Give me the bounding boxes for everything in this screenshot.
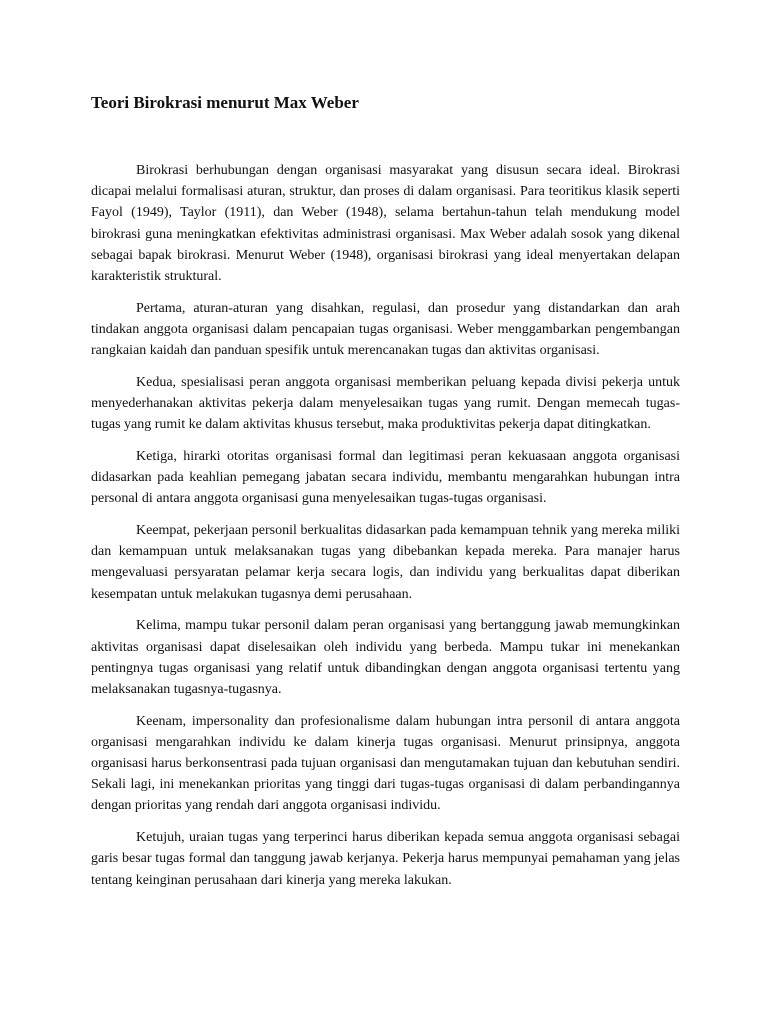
paragraph-intro: Birokrasi berhubungan dengan organisasi masyarakat yang disusun secara ideal. Birokrasi dicapai melalui formalisasi aturan, struktur, dan proses di dalam organisasi. Para teoritikus klasik seperti Fayol (1949), Taylor (1911), dan Weber (1948), selama bertahun-tahun telah mendukung model birokrasi guna meningkatkan efektivitas administrasi organisasi. Max Weber adalah sosok yang dikenal sebagai bapak birokrasi. Menurut Weber (1948), organisasi birokrasi yang ideal menyertakan delapan karakteristik struktural. xyxy=(91,163,680,285)
paragraph-pertama: Pertama, aturan-aturan yang disahkan, regulasi, dan prosedur yang distandarkan dan arah tindakan anggota organisasi dalam pencapaian tugas organisasi. Weber menggambarkan pengembangan rangkaian kaidah dan panduan spesifik untuk merencanakan tugas dan aktivitas organisasi. xyxy=(91,300,680,359)
paragraph-keempat: Keempat, pekerjaan personil berkualitas didasarkan pada kemampuan tehnik yang mereka miliki dan kemampuan untuk melaksanakan tugas yang dibebankan kepada mereka. Para manajer harus mengevaluasi persyaratan pelamar kerja secara logis, dan individu yang berkualitas dapat diberikan kesempatan untuk melakukan tugasnya demi perusahaan. xyxy=(91,523,680,602)
paragraph-kedua: Kedua, spesialisasi peran anggota organisasi memberikan peluang kepada divisi pekerja untuk menyederhanakan aktivitas pekerja dalam menyelesaikan tugas yang rumit. Dengan memecah tugas-tugas yang rumit ke dalam aktivitas khusus tersebut, maka produktivitas pekerja dapat ditingkatkan. xyxy=(91,374,680,433)
paragraph-kelima: Kelima, mampu tukar personil dalam peran organisasi yang bertanggung jawab memungkinkan aktivitas organisasi dapat diselesaikan oleh individu yang berbeda. Mampu tukar ini menekankan pentingnya tugas organisasi yang relatif untuk dibandingkan dengan anggota organisasi tertentu yang melaksanakan tugasnya-tugasnya. xyxy=(91,618,680,697)
document-title: Teori Birokrasi menurut Max Weber xyxy=(91,93,359,112)
paragraph-ketiga: Ketiga, hirarki otoritas organisasi formal dan legitimasi peran kekuasaan anggota organisasi didasarkan pada keahlian pemegang jabatan secara individu, membantu mengarahkan hubungan intra personal di antara anggota organisasi guna menyelesaikan tugas-tugas organisasi. xyxy=(91,448,680,507)
paragraph-ketujuh: Ketujuh, uraian tugas yang terperinci harus diberikan kepada semua anggota organisasi sebagai garis besar tugas formal dan tanggung jawab kerjanya. Pekerja harus mempunyai pemahaman yang jelas tentang keinginan perusahaan dari kinerja yang mereka lakukan. xyxy=(91,830,680,888)
paragraph-keenam: Keenam, impersonality dan profesionalisme dalam hubungan intra personil di antara anggota organisasi mengarahkan individu ke dalam kinerja tugas organisasi. Menurut prinsipnya, anggota organisasi harus berkonsentrasi pada tujuan organisasi dan mengutamakan tujuan dan kebutuhan sendiri. Sekali lagi, ini menekankan prioritas yang tinggi dari tugas-tugas organisasi di dalam perbandingannya dengan prioritas yang rendah dari anggota organisasi individu. xyxy=(91,713,680,814)
document-body xyxy=(91,160,680,891)
